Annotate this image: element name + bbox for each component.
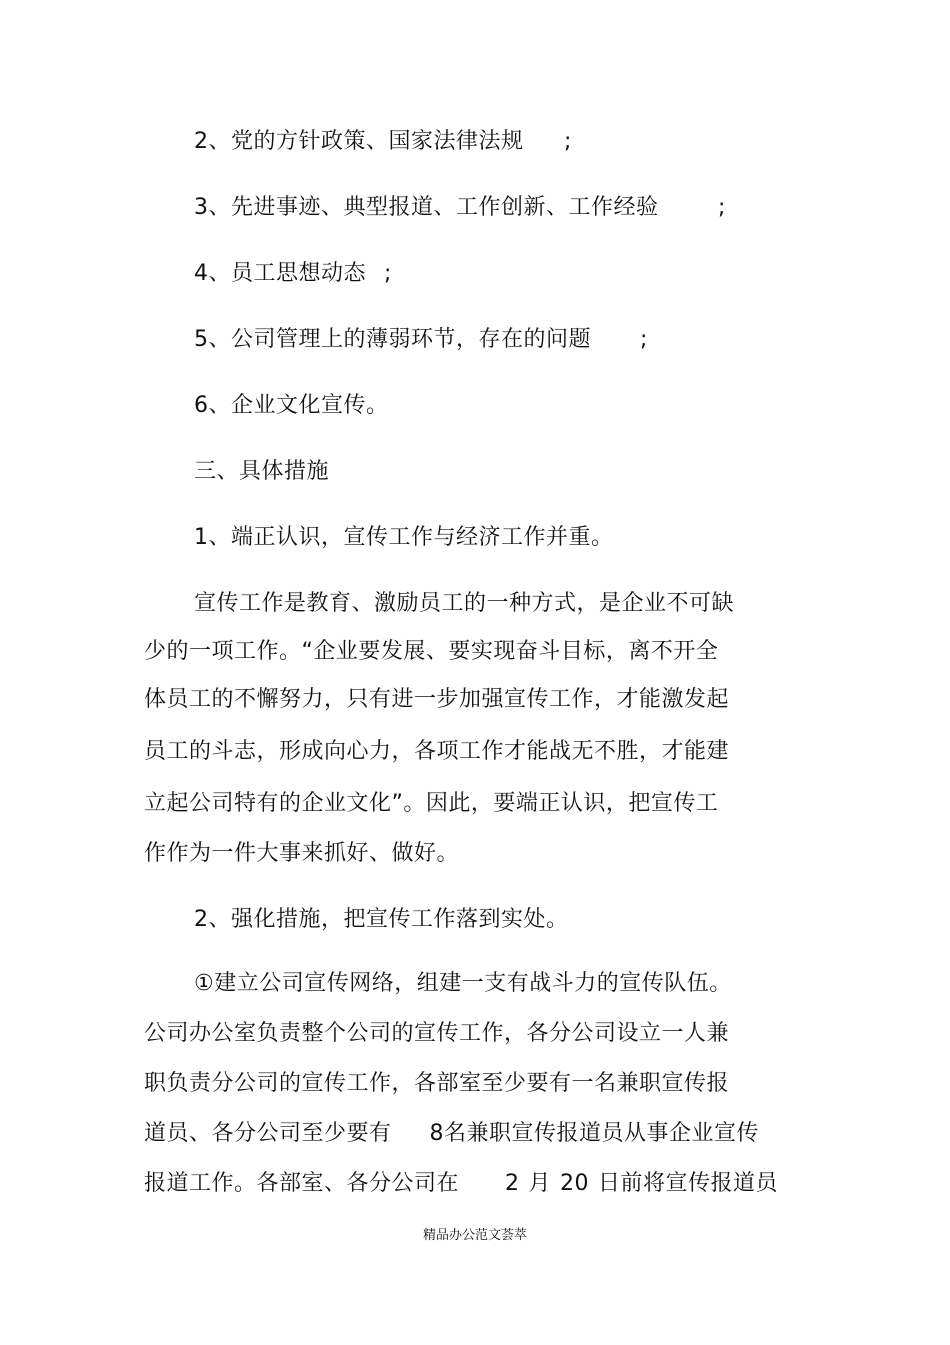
deadline-day: 20: [560, 1171, 590, 1196]
measure-heading: 2、强化措施，把宣传工作落到实处。: [194, 907, 569, 932]
paragraph-line: 作作为一件大事来抓好、做好。: [144, 841, 460, 866]
list-item-text: 5、公司管理上的薄弱环节，存在的问题: [194, 327, 591, 352]
paragraph-line: ①建立公司宣传网络，组建一支有战斗力的宣传队伍。: [194, 971, 732, 996]
paragraph-line: 公司办公室负责整个公司的宣传工作，各分公司设立一人兼: [144, 1021, 730, 1046]
line-text: 名兼职宣传报道员从事企业宣传: [444, 1121, 760, 1146]
month-unit: 月: [528, 1171, 552, 1196]
list-item-punct: ;: [384, 261, 392, 286]
list-item-punct: ;: [564, 129, 572, 154]
list-item-punct: ;: [640, 327, 648, 352]
paragraph-line: 少的一项工作。“企业要发展、要实现奋斗目标，离不开全: [144, 639, 719, 664]
paragraph-line: 宣传工作是教育、激励员工的一种方式，是企业不可缺: [194, 591, 735, 616]
paragraph-line: 体员工的不懈努力，只有进一步加强宣传工作，才能激发起: [144, 687, 730, 712]
list-item: [194, 325, 648, 355]
measure-heading: 1、端正认识，宣传工作与经济工作并重。: [194, 525, 614, 550]
list-item-text: 3、先进事迹、典型报道、工作创新、工作经验: [194, 195, 659, 220]
list-item-punct: ;: [718, 195, 726, 220]
list-item-text: 2、党的方针政策、国家法律法规: [194, 129, 524, 154]
list-item: [194, 259, 392, 289]
reporter-count: 8: [429, 1121, 445, 1146]
section-heading: 三、具体措施: [194, 459, 330, 484]
paragraph-line: [144, 1119, 759, 1149]
list-item-text: 6、企业文化宣传。: [194, 393, 389, 418]
list-item-text: 4、员工思想动态: [194, 261, 366, 286]
line-text: 道员、各分公司至少要有: [144, 1121, 392, 1146]
line-text: 日前将宣传报道员: [598, 1171, 779, 1196]
list-item: [194, 193, 726, 223]
paragraph-line: 员工的斗志，形成向心力，各项工作才能战无不胜，才能建: [144, 739, 730, 764]
line-text: 报道工作。各部室、各分公司在: [144, 1171, 460, 1196]
paragraph-line: 立起公司特有的企业文化”。因此，要端正认识，把宣传工: [144, 791, 719, 816]
list-item: [194, 391, 389, 421]
list-item: [194, 127, 572, 157]
page-footer: 精品办公范文荟萃: [422, 1228, 527, 1243]
deadline-month: 2: [505, 1171, 520, 1196]
paragraph-line: [144, 1169, 778, 1199]
paragraph-line: 职负责分公司的宣传工作，各部室至少要有一名兼职宣传报: [144, 1071, 730, 1096]
